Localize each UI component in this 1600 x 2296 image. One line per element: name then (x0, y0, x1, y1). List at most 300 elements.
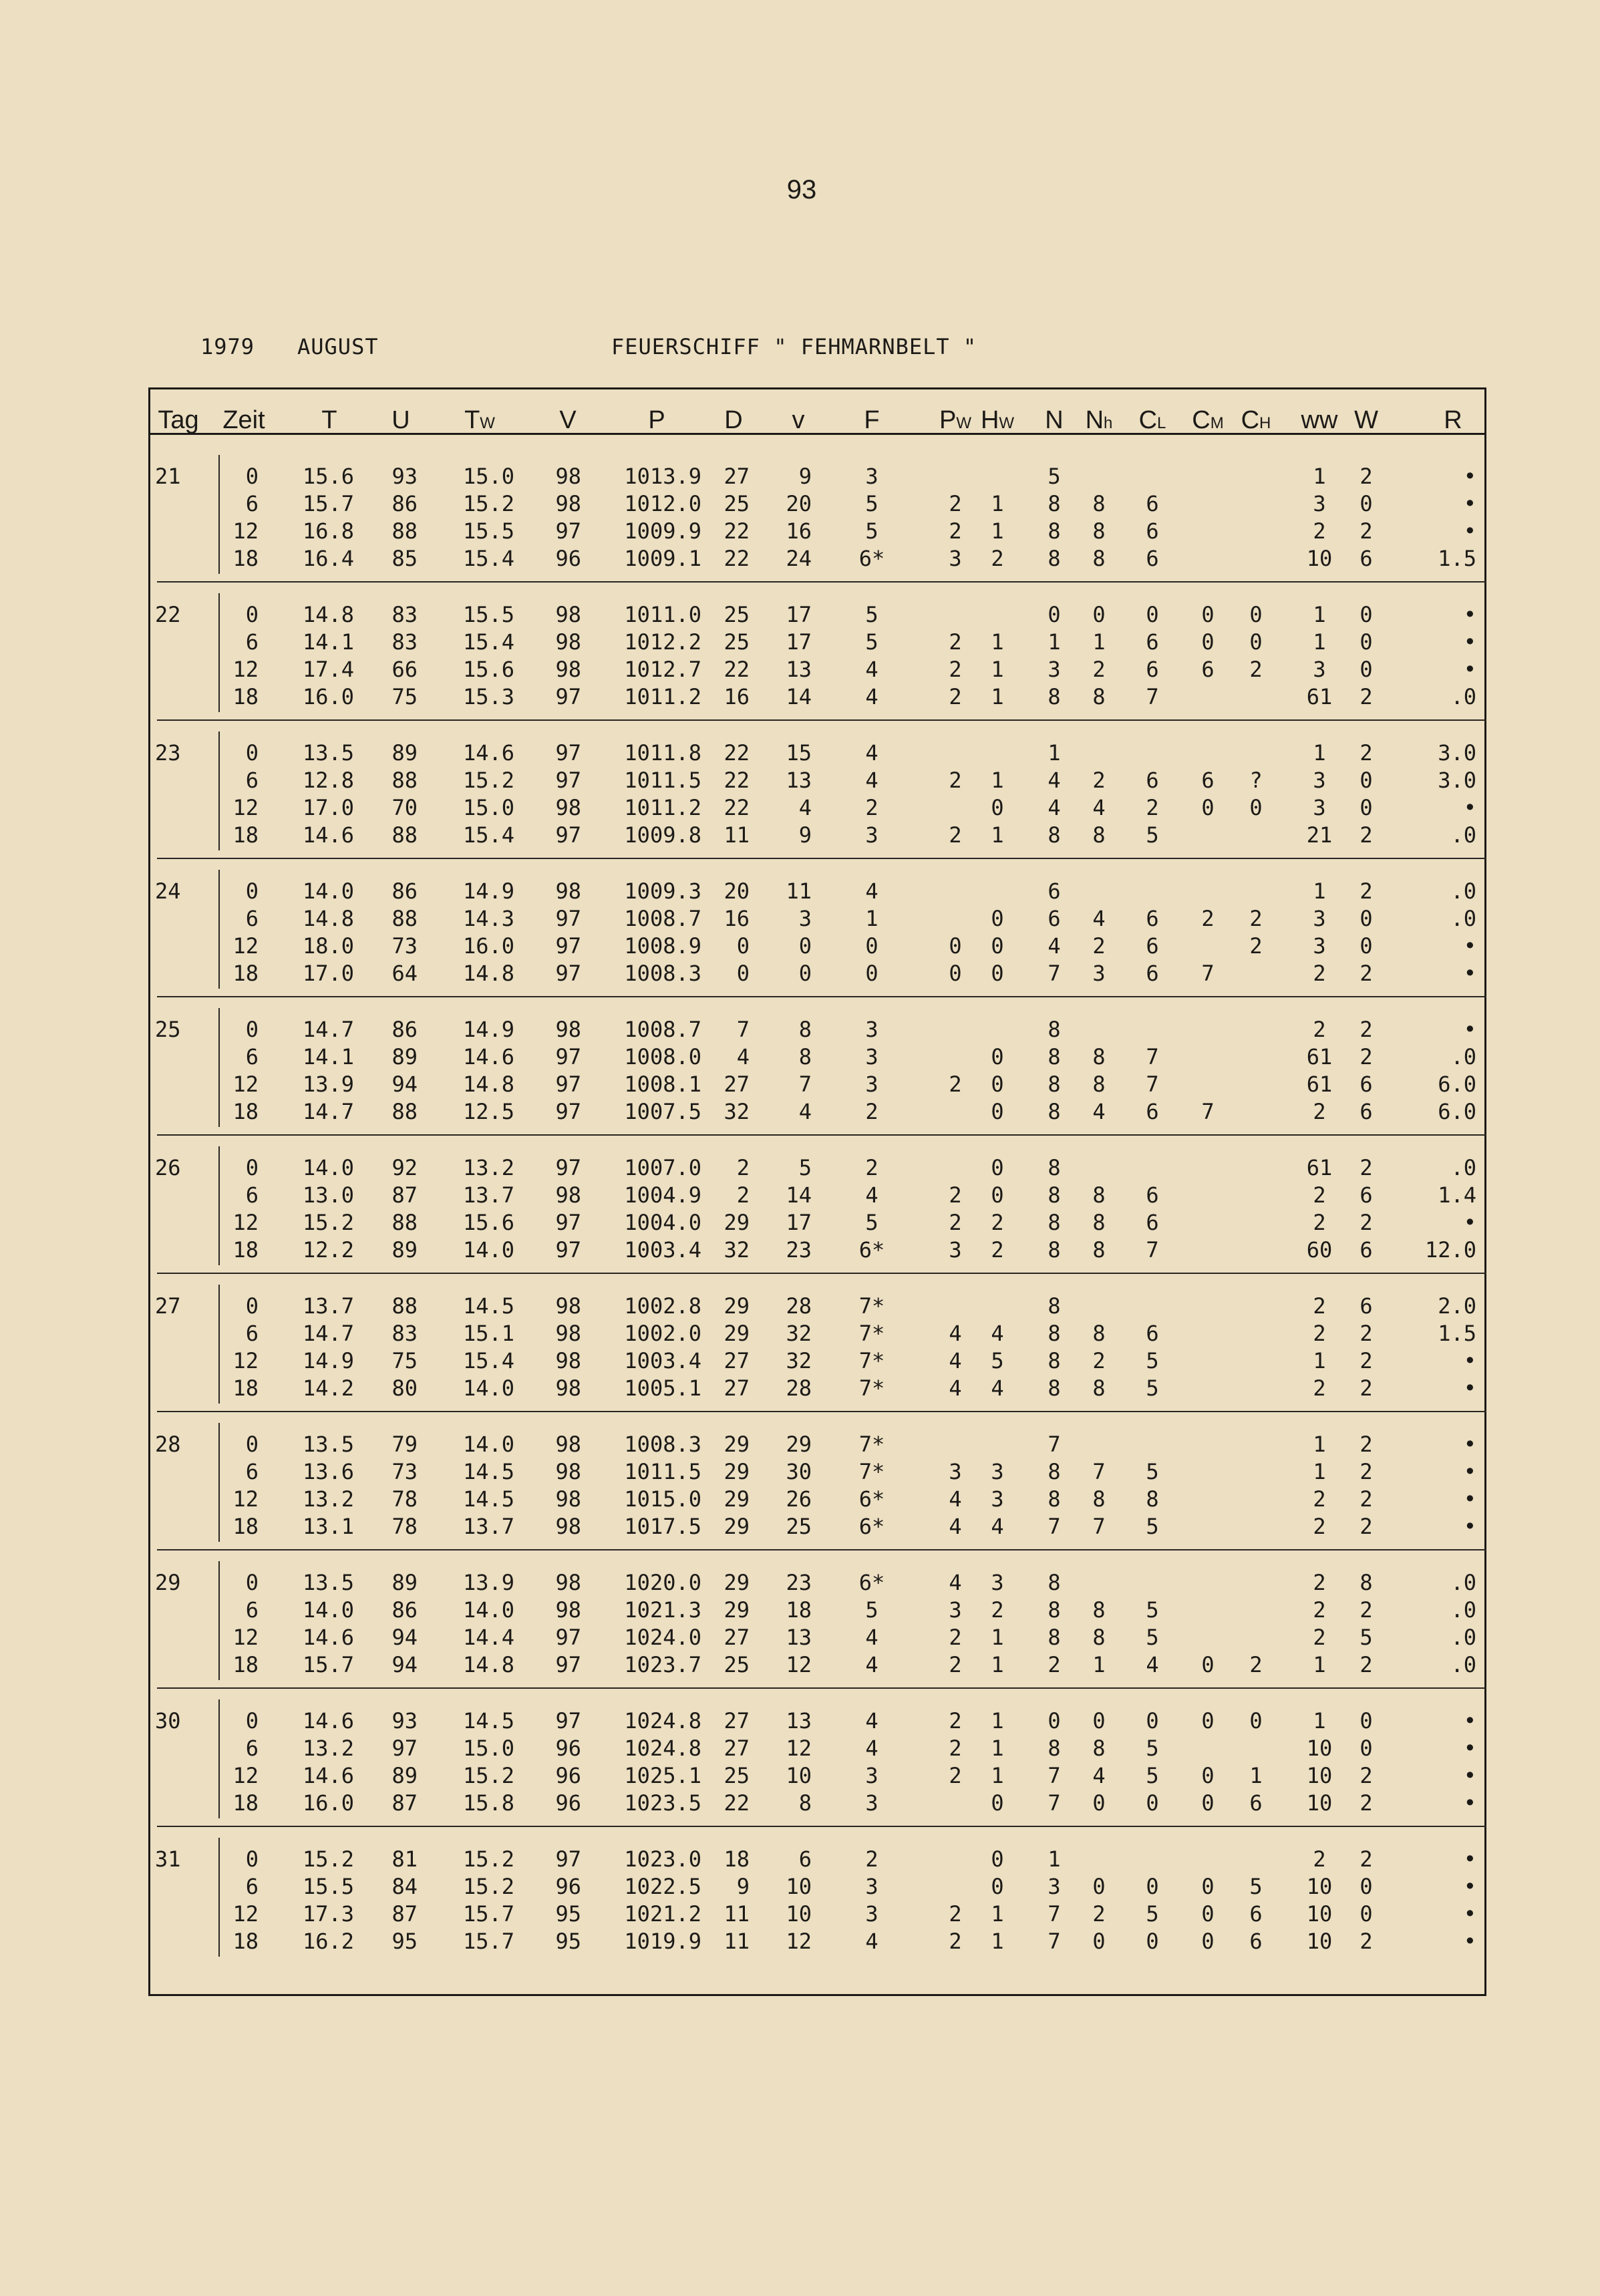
cell-n: 8 (1048, 1570, 1061, 1595)
cell-zeit: 18 (232, 546, 259, 571)
cell-v: 5 (798, 1155, 812, 1180)
cell-n: 8 (1048, 1237, 1061, 1263)
cell-cm: 0 (1201, 1652, 1215, 1677)
cell-d: 29 (724, 1570, 750, 1595)
cell-zeit: 6 (245, 1459, 259, 1484)
cell-tw: 14.0 (462, 1432, 514, 1457)
cell-w: 0 (1359, 933, 1373, 959)
cell-r: .0 (1450, 1155, 1476, 1180)
cell-f: 5 (865, 491, 878, 516)
cell-w: 6 (1359, 1237, 1373, 1263)
cell-t: 17.0 (302, 795, 354, 820)
cell-v: 32 (786, 1348, 812, 1373)
cell-n: 8 (1048, 1210, 1061, 1235)
cell-n: 8 (1048, 1486, 1061, 1512)
cell-tw: 15.1 (462, 1321, 514, 1346)
cell-v: 10 (786, 1901, 812, 1927)
cell-n: 6 (1048, 878, 1061, 904)
cell-p: 1004.9 (624, 1182, 701, 1208)
cell-zeit: 12 (232, 933, 259, 959)
cell-p: 1011.5 (624, 768, 701, 793)
cell-w: 0 (1359, 795, 1373, 820)
cell-n: 7 (1048, 1790, 1061, 1816)
cell-tw: 15.4 (462, 629, 514, 655)
cell-p: 1011.8 (624, 740, 701, 766)
cell-cl: 6 (1146, 1099, 1159, 1124)
cell-nh: 8 (1092, 1182, 1106, 1208)
column-header-cm: CM (1192, 406, 1224, 434)
cell-t: 15.5 (302, 1874, 354, 1899)
cell-v: 98 (555, 1514, 581, 1539)
cell-t: 14.0 (302, 1597, 354, 1623)
cell-ww: 3 (1313, 933, 1326, 959)
cell-r: • (1463, 1348, 1476, 1373)
cell-tw: 15.2 (462, 491, 514, 516)
cell-v: 98 (555, 1486, 581, 1512)
cell-v: 17 (786, 602, 812, 627)
cell-hw: 0 (991, 1072, 1004, 1097)
column-header-v: V (559, 406, 577, 434)
cell-w: 2 (1359, 1486, 1373, 1512)
cell-t: 16.0 (302, 1790, 354, 1816)
cell-n: 7 (1048, 1901, 1061, 1927)
column-header-tw: TW (464, 406, 495, 434)
column-header-pw: PW (939, 406, 971, 434)
cell-tw: 15.2 (462, 1763, 514, 1788)
cell-ch: 6 (1249, 1901, 1263, 1927)
cell-nh: 3 (1092, 961, 1106, 986)
cell-zeit: 18 (232, 684, 259, 709)
cell-f: 3 (865, 1763, 878, 1788)
cell-u: 97 (391, 1736, 418, 1761)
cell-u: 88 (391, 1210, 418, 1235)
cell-u: 87 (391, 1182, 418, 1208)
cell-w: 0 (1359, 657, 1373, 682)
cell-pw: 4 (949, 1348, 962, 1373)
cell-tw: 14.0 (462, 1375, 514, 1401)
cell-tw: 15.5 (462, 518, 514, 544)
cell-w: 2 (1359, 1210, 1373, 1235)
cell-v: 4 (798, 1099, 812, 1124)
cell-hw: 1 (991, 657, 1004, 682)
cell-hw: 1 (991, 1901, 1004, 1927)
cell-t: 13.5 (302, 740, 354, 766)
cell-f: 4 (865, 768, 878, 793)
cell-zeit: 12 (232, 1486, 259, 1512)
cell-nh: 8 (1092, 1210, 1106, 1235)
cell-zeit: 12 (232, 1625, 259, 1650)
cell-ww: 1 (1313, 602, 1326, 627)
cell-pw: 2 (949, 1182, 962, 1208)
cell-f: 3 (865, 1072, 878, 1097)
cell-v: 97 (555, 1708, 581, 1734)
day-separator-line (218, 1423, 220, 1542)
cell-cm: 0 (1201, 602, 1215, 627)
cell-d: 29 (724, 1293, 750, 1319)
cell-w: 2 (1359, 1017, 1373, 1042)
cell-v: 14 (786, 684, 812, 709)
cell-zeit: 0 (245, 1155, 259, 1180)
cell-tw: 14.6 (462, 1044, 514, 1070)
column-header-p: P (648, 406, 665, 434)
cell-r: • (1463, 1459, 1476, 1484)
cell-ww: 2 (1313, 1293, 1326, 1319)
column-header-cl: CL (1138, 406, 1166, 434)
cell-n: 8 (1048, 684, 1061, 709)
cell-t: 12.2 (302, 1237, 354, 1263)
day-separator-line (218, 1008, 220, 1127)
cell-f: 4 (865, 657, 878, 682)
day-divider (157, 1687, 1486, 1689)
cell-hw: 0 (991, 1790, 1004, 1816)
cell-pw: 0 (949, 933, 962, 959)
cell-hw: 3 (991, 1570, 1004, 1595)
cell-cl: 0 (1146, 1874, 1159, 1899)
cell-cm: 0 (1201, 1763, 1215, 1788)
cell-pw: 2 (949, 1763, 962, 1788)
column-header-nh: Nh (1085, 406, 1113, 434)
cell-cl: 5 (1146, 1375, 1159, 1401)
cell-t: 13.6 (302, 1459, 354, 1484)
cell-ww: 1 (1313, 878, 1326, 904)
cell-ww: 2 (1313, 1017, 1326, 1042)
cell-t: 17.0 (302, 961, 354, 986)
cell-u: 89 (391, 1237, 418, 1263)
cell-t: 14.9 (302, 1348, 354, 1373)
cell-v: 7 (798, 1072, 812, 1097)
cell-v: 98 (555, 602, 581, 627)
cell-tw: 14.5 (462, 1486, 514, 1512)
cell-t: 15.6 (302, 464, 354, 489)
cell-zeit: 12 (232, 1072, 259, 1097)
cell-w: 2 (1359, 1763, 1373, 1788)
cell-n: 6 (1048, 906, 1061, 931)
cell-zeit: 18 (232, 1375, 259, 1401)
cell-cl: 0 (1146, 1790, 1159, 1816)
cell-u: 66 (391, 657, 418, 682)
cell-r: • (1463, 657, 1476, 682)
cell-n: 3 (1048, 1874, 1061, 1899)
cell-cl: 5 (1146, 1597, 1159, 1623)
cell-cl: 5 (1146, 822, 1159, 848)
cell-hw: 0 (991, 1044, 1004, 1070)
cell-w: 0 (1359, 491, 1373, 516)
cell-zeit: 12 (232, 1210, 259, 1235)
cell-u: 93 (391, 464, 418, 489)
cell-n: 7 (1048, 1763, 1061, 1788)
cell-t: 13.5 (302, 1432, 354, 1457)
cell-cm: 7 (1201, 961, 1215, 986)
day-separator-line (218, 731, 220, 850)
cell-t: 18.0 (302, 933, 354, 959)
cell-n: 8 (1048, 1182, 1061, 1208)
column-header-w: W (1354, 406, 1378, 434)
cell-w: 2 (1359, 961, 1373, 986)
cell-nh: 8 (1092, 1736, 1106, 1761)
cell-d: 7 (736, 1017, 750, 1042)
cell-ch: 5 (1249, 1874, 1263, 1899)
cell-tw: 14.8 (462, 961, 514, 986)
cell-hw: 0 (991, 1846, 1004, 1872)
cell-w: 2 (1359, 1432, 1373, 1457)
cell-zeit: 0 (245, 1432, 259, 1457)
cell-v: 18 (786, 1597, 812, 1623)
header-month: AUGUST (297, 334, 379, 359)
cell-f: 4 (865, 878, 878, 904)
cell-nh: 0 (1092, 1929, 1106, 1954)
cell-v: 96 (555, 546, 581, 571)
cell-w: 0 (1359, 1901, 1373, 1927)
cell-ch: 0 (1249, 1708, 1263, 1734)
cell-d: 9 (736, 1874, 750, 1899)
cell-zeit: 0 (245, 1570, 259, 1595)
cell-pw: 2 (949, 684, 962, 709)
cell-n: 8 (1048, 1017, 1061, 1042)
cell-d: 27 (724, 1708, 750, 1734)
cell-n: 1 (1048, 629, 1061, 655)
cell-nh: 8 (1092, 1486, 1106, 1512)
cell-v: 28 (786, 1375, 812, 1401)
cell-p: 1012.2 (624, 629, 701, 655)
cell-r: • (1463, 1874, 1476, 1899)
cell-r: • (1463, 1432, 1476, 1457)
cell-v: 97 (555, 961, 581, 986)
cell-u: 88 (391, 518, 418, 544)
cell-cl: 8 (1146, 1486, 1159, 1512)
cell-hw: 1 (991, 684, 1004, 709)
cell-ww: 2 (1313, 1625, 1326, 1650)
cell-w: 2 (1359, 684, 1373, 709)
cell-nh: 8 (1092, 822, 1106, 848)
cell-p: 1013.9 (624, 464, 701, 489)
cell-p: 1021.3 (624, 1597, 701, 1623)
day-label: 29 (155, 1570, 181, 1595)
cell-d: 0 (736, 961, 750, 986)
cell-ww: 1 (1313, 629, 1326, 655)
cell-u: 89 (391, 1570, 418, 1595)
cell-p: 1017.5 (624, 1514, 701, 1539)
cell-hw: 2 (991, 1237, 1004, 1263)
cell-v: 97 (555, 933, 581, 959)
cell-zeit: 0 (245, 1017, 259, 1042)
cell-tw: 15.6 (462, 1210, 514, 1235)
cell-d: 16 (724, 906, 750, 931)
cell-tw: 13.7 (462, 1182, 514, 1208)
cell-t: 15.2 (302, 1210, 354, 1235)
cell-cm: 6 (1201, 768, 1215, 793)
cell-pw: 3 (949, 1459, 962, 1484)
cell-u: 88 (391, 822, 418, 848)
cell-f: 7* (858, 1348, 885, 1373)
cell-f: 4 (865, 1736, 878, 1761)
day-label: 26 (155, 1155, 181, 1180)
cell-r: 6.0 (1438, 1072, 1476, 1097)
cell-u: 79 (391, 1432, 418, 1457)
cell-f: 2 (865, 1155, 878, 1180)
cell-cl: 6 (1146, 1210, 1159, 1235)
cell-cl: 4 (1146, 1652, 1159, 1677)
cell-d: 0 (736, 933, 750, 959)
cell-hw: 1 (991, 629, 1004, 655)
cell-p: 1023.7 (624, 1652, 701, 1677)
cell-p: 1023.5 (624, 1790, 701, 1816)
cell-hw: 0 (991, 1099, 1004, 1124)
cell-d: 25 (724, 1763, 750, 1788)
cell-zeit: 6 (245, 1874, 259, 1899)
cell-zeit: 0 (245, 1846, 259, 1872)
cell-v: 14 (786, 1182, 812, 1208)
cell-r: • (1463, 1017, 1476, 1042)
cell-f: 2 (865, 795, 878, 820)
cell-v: 97 (555, 1072, 581, 1097)
cell-nh: 8 (1092, 1375, 1106, 1401)
cell-ww: 10 (1306, 1929, 1333, 1954)
cell-d: 29 (724, 1459, 750, 1484)
cell-ww: 21 (1306, 822, 1333, 848)
cell-d: 11 (724, 1901, 750, 1927)
cell-v: 12 (786, 1736, 812, 1761)
cell-v: 96 (555, 1790, 581, 1816)
cell-p: 1025.1 (624, 1763, 701, 1788)
cell-u: 95 (391, 1929, 418, 1954)
cell-r: 12.0 (1424, 1237, 1476, 1263)
cell-v: 98 (555, 1432, 581, 1457)
cell-u: 73 (391, 1459, 418, 1484)
cell-f: 4 (865, 1652, 878, 1677)
cell-ww: 61 (1306, 684, 1333, 709)
cell-v: 15 (786, 740, 812, 766)
cell-v: 29 (786, 1432, 812, 1457)
day-divider (157, 1411, 1486, 1412)
column-header-ww: ww (1301, 406, 1338, 434)
cell-hw: 1 (991, 768, 1004, 793)
cell-r: • (1463, 1514, 1476, 1539)
cell-cl: 7 (1146, 1072, 1159, 1097)
cell-u: 83 (391, 1321, 418, 1346)
cell-tw: 15.2 (462, 1846, 514, 1872)
cell-cl: 6 (1146, 546, 1159, 571)
cell-v: 12 (786, 1652, 812, 1677)
cell-pw: 2 (949, 1736, 962, 1761)
cell-u: 70 (391, 795, 418, 820)
column-header-n: N (1045, 406, 1064, 434)
cell-nh: 8 (1092, 546, 1106, 571)
cell-p: 1008.3 (624, 961, 701, 986)
cell-tw: 15.7 (462, 1929, 514, 1954)
cell-f: 5 (865, 518, 878, 544)
cell-pw: 0 (949, 961, 962, 986)
cell-p: 1009.8 (624, 822, 701, 848)
cell-tw: 15.0 (462, 464, 514, 489)
cell-f: 5 (865, 1597, 878, 1623)
cell-u: 88 (391, 1293, 418, 1319)
cell-tw: 15.0 (462, 795, 514, 820)
cell-tw: 15.4 (462, 822, 514, 848)
cell-zeit: 18 (232, 961, 259, 986)
cell-f: 4 (865, 1182, 878, 1208)
cell-r: 2.0 (1438, 1293, 1476, 1319)
cell-v: 96 (555, 1874, 581, 1899)
cell-hw: 4 (991, 1514, 1004, 1539)
cell-p: 1008.7 (624, 906, 701, 931)
cell-f: 4 (865, 1929, 878, 1954)
cell-d: 27 (724, 1375, 750, 1401)
cell-hw: 0 (991, 961, 1004, 986)
cell-hw: 1 (991, 1625, 1004, 1650)
cell-u: 86 (391, 491, 418, 516)
cell-v: 97 (555, 1625, 581, 1650)
cell-ww: 61 (1306, 1044, 1333, 1070)
cell-v: 20 (786, 491, 812, 516)
cell-d: 2 (736, 1182, 750, 1208)
cell-v: 97 (555, 1237, 581, 1263)
cell-n: 2 (1048, 1652, 1061, 1677)
cell-n: 7 (1048, 1929, 1061, 1954)
cell-pw: 2 (949, 518, 962, 544)
cell-tw: 15.3 (462, 684, 514, 709)
cell-hw: 1 (991, 1708, 1004, 1734)
cell-v: 98 (555, 1017, 581, 1042)
cell-ch: ? (1249, 768, 1263, 793)
cell-n: 8 (1048, 1072, 1061, 1097)
cell-d: 27 (724, 1348, 750, 1373)
cell-t: 13.7 (302, 1293, 354, 1319)
cell-cl: 6 (1146, 657, 1159, 682)
cell-ww: 2 (1313, 1321, 1326, 1346)
cell-p: 1002.0 (624, 1321, 701, 1346)
cell-p: 1007.5 (624, 1099, 701, 1124)
cell-u: 78 (391, 1486, 418, 1512)
cell-r: 1.5 (1438, 546, 1476, 571)
cell-d: 25 (724, 602, 750, 627)
cell-d: 29 (724, 1514, 750, 1539)
cell-cl: 0 (1146, 602, 1159, 627)
cell-t: 14.0 (302, 1155, 354, 1180)
cell-zeit: 12 (232, 1901, 259, 1927)
cell-v: 26 (786, 1486, 812, 1512)
cell-v: 3 (798, 906, 812, 931)
cell-f: 4 (865, 684, 878, 709)
cell-r: • (1463, 1486, 1476, 1512)
cell-v: 97 (555, 1044, 581, 1070)
cell-cl: 6 (1146, 518, 1159, 544)
cell-v: 98 (555, 657, 581, 682)
cell-t: 13.2 (302, 1736, 354, 1761)
cell-d: 22 (724, 657, 750, 682)
cell-u: 88 (391, 1099, 418, 1124)
cell-zeit: 6 (245, 1044, 259, 1070)
cell-v: 25 (786, 1514, 812, 1539)
cell-cm: 0 (1201, 1901, 1215, 1927)
cell-cl: 6 (1146, 1182, 1159, 1208)
cell-f: 3 (865, 464, 878, 489)
day-label: 24 (155, 878, 181, 904)
cell-d: 4 (736, 1044, 750, 1070)
cell-r: • (1463, 1790, 1476, 1816)
cell-nh: 4 (1092, 1099, 1106, 1124)
cell-t: 16.8 (302, 518, 354, 544)
cell-zeit: 18 (232, 1237, 259, 1263)
cell-v: 8 (798, 1790, 812, 1816)
cell-d: 22 (724, 740, 750, 766)
column-header-tag: Tag (158, 406, 199, 434)
cell-v: 4 (798, 795, 812, 820)
cell-r: • (1463, 1210, 1476, 1235)
cell-t: 15.7 (302, 1652, 354, 1677)
cell-ww: 1 (1313, 1348, 1326, 1373)
cell-zeit: 12 (232, 518, 259, 544)
cell-d: 22 (724, 795, 750, 820)
